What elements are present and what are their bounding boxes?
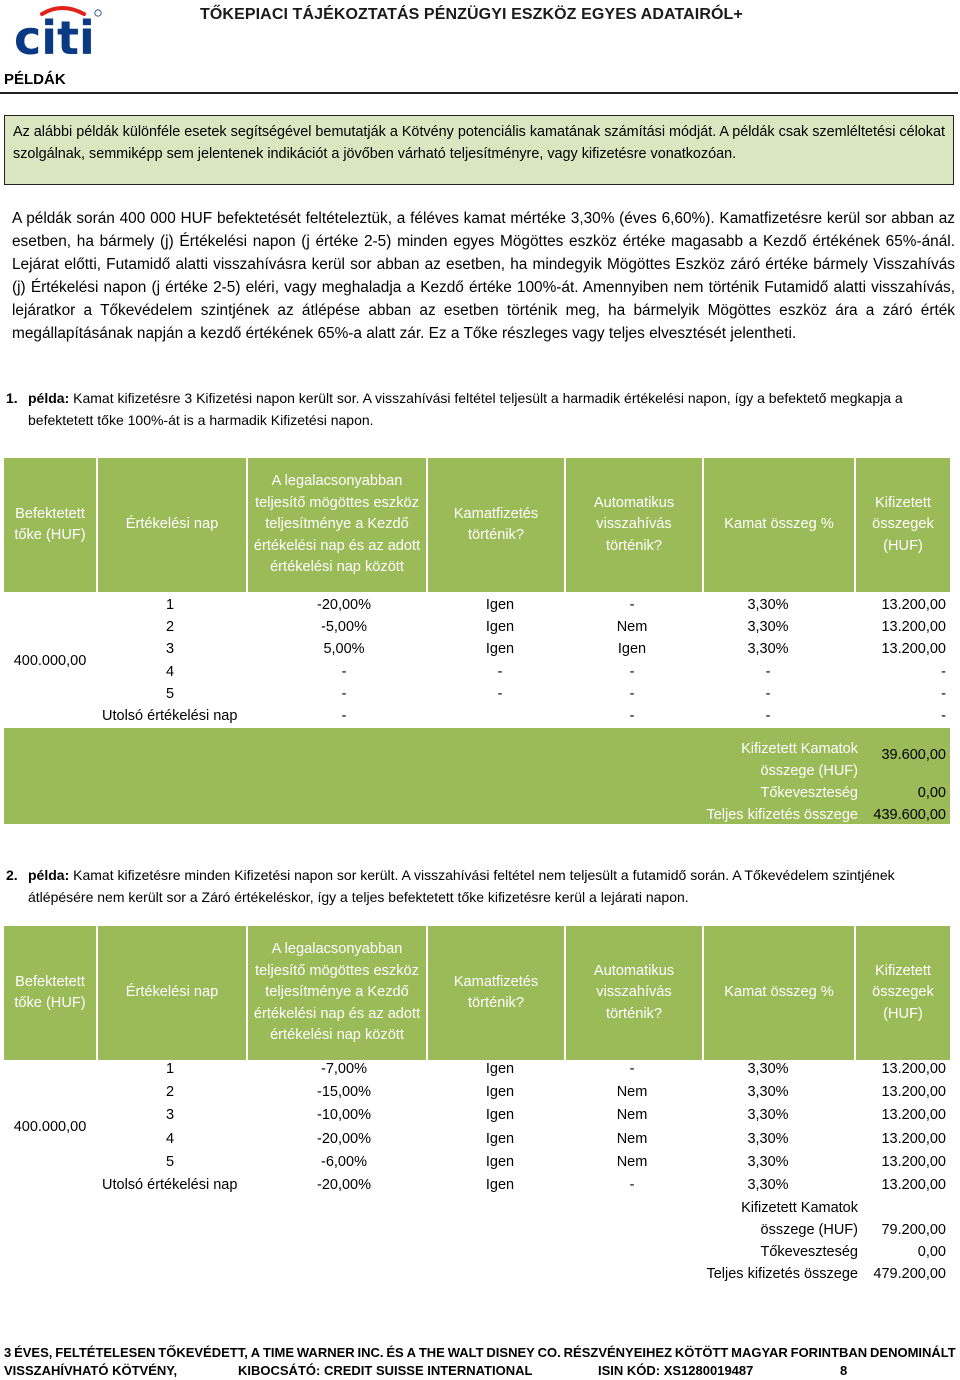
cell-valuation-day: 1 [166, 1061, 175, 1077]
intro-paragraph: A példák során 400 000 HUF befektetését feltételeztük, a féléves kamat mértéke 3,30% (éves 6,60%). Kamatfizetésre kerül sor abban az esetben, ha bármely (j) Értékelési napon (j értéke 2-5) minden egyes Mögöttes eszköz értéke magasabb a Kezdő értékének 65%-ánál. Lejárat előtti, Futamidő alatti visszahívásra kerül sor abban az esetben, ha mindegyik Mögöttes Eszköz záró értéke bármely Visszahívás (j) Értékelési napon (j értéke 2-5) eléri, vagy meghaladja a Kezdő értéke 100%-át. Amennyiben nem történik Futamidő alatti visszahívás, lejáratkor a Tőkevédelem szintjének az átlépése abban az esetben történik meg, ha bármelyik Mögöttes eszköz ára a záró érték megállapításának napján a kezdő értékének 65%-a alatt zár. Ez a Tőke részleges vagy teljes elvesztését jelentheti. [12, 210, 955, 342]
cell-valuation-day: 5 [166, 1153, 175, 1170]
cell-performance: -20,00% [316, 1177, 371, 1193]
cell-interest-paid: Igen [485, 1107, 515, 1124]
col-header-autocall: Automatikus visszahívás történik? [566, 926, 702, 1060]
cell-paid-amount: - [941, 708, 946, 724]
cell-valuation-day: 3 [166, 641, 175, 658]
cell-performance: - [341, 708, 347, 724]
cell-paid-amount: 13.200,00 [881, 619, 946, 636]
footer-word: CO. [537, 1345, 561, 1360]
cell-interest-paid: Igen [485, 1153, 515, 1170]
cell-paid-amount: 13.200,00 [881, 641, 946, 658]
cell-interest-pct: 3,30% [747, 1084, 789, 1101]
cell-autocall: - [629, 1177, 635, 1193]
summary-total-row [706, 1263, 946, 1285]
cell-interest-pct: 3,30% [747, 1130, 789, 1147]
footer-word: A [250, 1345, 261, 1360]
example-label: példa: [28, 390, 70, 406]
summary-loss-row [760, 1241, 946, 1263]
section-title: PÉLDÁK [4, 71, 66, 88]
summary-total-label: Teljes kifizetés összege [706, 1266, 858, 1282]
summary-interest-label-1: Kifizetett Kamatok [741, 1200, 858, 1216]
cell-paid-amount: 13.200,00 [881, 1061, 946, 1077]
citi-logo-icon [12, 4, 104, 58]
cell-interest-paid: Igen [485, 1084, 515, 1101]
footer-issuer: KIBOCSÁTÓ: CREDIT SUISSE INTERNATIONAL [238, 1363, 533, 1378]
cell-autocall: Nem [616, 1153, 648, 1170]
col-header-interest-paid: Kamatfizetés történik? [428, 926, 564, 1060]
cell-interest-pct: 3,30% [747, 1177, 789, 1193]
summary-total-value: 439.600,00 [873, 807, 946, 823]
cell-performance: -6,00% [321, 1153, 367, 1170]
summary-total-label: Teljes kifizetés összege [706, 807, 858, 823]
footer-word: FELTÉTELESEN [55, 1345, 156, 1360]
col-header-interest-pct: Kamat összeg % [704, 458, 854, 592]
page-footer [4, 1344, 956, 1380]
footer-line-2 [4, 1362, 956, 1380]
cell-autocall: - [629, 1061, 635, 1077]
footer-word: WARNER [296, 1345, 355, 1360]
cell-paid-amount: - [941, 663, 946, 680]
cell-performance: -10,00% [316, 1107, 371, 1124]
cell-paid-amount: 13.200,00 [881, 597, 946, 613]
disclaimer-box: Az alábbi példák különféle esetek segítségével bemutatják a Kötvény potenciális kamatának számítási módját. A példák csak szemléltetési célokat szolgálnak, semmiképp sem jelentenek indikációt a jövőben várható teljesítményre, vagy kifizetésre vonatkozóan. [4, 115, 954, 185]
cell-performance: -7,00% [321, 1061, 367, 1077]
col-header-interest-paid: Kamatfizetés történik? [428, 458, 564, 592]
cell-paid-amount: - [941, 685, 946, 702]
cell-performance: -20,00% [316, 597, 371, 613]
example-1-intro [6, 387, 956, 431]
summary-loss-value: 0,00 [917, 785, 946, 801]
cell-valuation-day: 5 [166, 685, 175, 702]
footer-word: FORINTBAN [790, 1345, 868, 1360]
cell-paid-amount: 13.200,00 [881, 1153, 946, 1170]
cell-interest-paid: Igen [485, 1177, 515, 1193]
col-header-autocall: Automatikus visszahívás történik? [566, 458, 702, 592]
logo-text: citi [14, 11, 95, 58]
summary-interest-label-2: összege (HUF) [760, 763, 858, 779]
cell-autocall: Nem [616, 1130, 648, 1147]
cell-autocall: - [629, 708, 635, 724]
cell-autocall: - [629, 685, 635, 702]
cell-performance: 5,00% [323, 641, 365, 658]
cell-autocall: Nem [616, 1084, 648, 1101]
col-header-worst-performance: A legalacsonyabban teljesítő mögöttes eszköz teljesítménye a Kezdő értékelési nap és az adott értékelési nap között [248, 926, 426, 1060]
footer-word: MAGYAR [731, 1345, 788, 1360]
example-2-intro [6, 864, 956, 908]
cell-autocall: - [629, 597, 635, 613]
footer-word: A [406, 1345, 416, 1360]
summary-loss-label: Tőkeveszteség [760, 785, 858, 801]
invested-amount: 400.000,00 [4, 1060, 96, 1194]
cell-interest-pct: 3,30% [747, 641, 789, 658]
footer-word: DISNEY [486, 1345, 535, 1360]
cell-interest-paid: Igen [485, 597, 515, 613]
col-header-paid-amounts: Kifizetett összegek (HUF) [856, 458, 950, 592]
col-header-invested: Befektetett tőke (HUF) [4, 458, 96, 592]
cell-performance: -15,00% [316, 1084, 371, 1101]
summary-interest-value: 79.200,00 [881, 1222, 946, 1238]
summary-interest-row-2 [761, 1219, 947, 1241]
col-header-invested: Befektetett tőke (HUF) [4, 926, 96, 1060]
footer-product: VISSZAHÍVHATÓ KÖTVÉNY, [4, 1363, 178, 1378]
summary-interest-row [741, 1197, 946, 1219]
summary-interest-label-2: összege (HUF) [760, 1222, 858, 1238]
cell-valuation-day: Utolsó értékelési nap [102, 708, 238, 724]
cell-valuation-day: 1 [166, 597, 175, 613]
cell-performance: - [341, 663, 347, 680]
cell-interest-pct: - [765, 685, 771, 702]
footer-word: WALT [447, 1345, 484, 1360]
cell-interest-pct: - [765, 663, 771, 680]
summary-total-row [706, 804, 946, 826]
col-header-valuation-day: Értékelési nap [98, 458, 246, 592]
document-title: TŐKEPIACI TÁJÉKOZTATÁS PÉNZÜGYI ESZKÖZ EGYES ADATAIRÓL+ [200, 6, 743, 23]
cell-autocall: - [629, 663, 635, 680]
example-text-line2: átlépésére nem került sor a Záró értékeléskor, így a teljes befektetett tőke kifizetésre kerül a lejárati napon. [28, 889, 689, 905]
footer-page-number: 8 [840, 1363, 848, 1378]
cell-interest-pct: 3,30% [747, 619, 789, 636]
cell-valuation-day: 3 [166, 1107, 175, 1124]
cell-paid-amount: 13.200,00 [881, 1084, 946, 1101]
summary-loss-value: 0,00 [917, 1244, 946, 1260]
col-header-interest-pct: Kamat összeg % [704, 926, 854, 1060]
cell-interest-paid: Igen [485, 619, 515, 636]
summary-interest-value: 39.600,00 [881, 747, 946, 763]
cell-paid-amount: 13.200,00 [881, 1107, 946, 1124]
cell-interest-paid: Igen [485, 641, 515, 658]
cell-valuation-day: 2 [166, 1084, 175, 1101]
cell-interest-paid: Igen [485, 1130, 515, 1147]
example-label: példa: [28, 867, 70, 883]
cell-interest-paid: - [497, 663, 503, 680]
cell-performance: - [341, 685, 347, 702]
example-number: 1. [6, 390, 18, 406]
cell-performance: -20,00% [316, 1130, 371, 1147]
cell-interest-pct: 3,30% [747, 597, 789, 613]
cell-autocall: Igen [617, 641, 647, 658]
example-text-line1: Kamat kifizetésre minden Kifizetési napon sor került. A visszahívási feltétel nem teljesült a futamidő során. A Tőkevédelem szintjének [73, 867, 895, 883]
footer-word: RÉSZVÉNYEIHEZ [563, 1345, 673, 1360]
footer-line-1 [4, 1344, 956, 1362]
cell-interest-paid: - [497, 685, 503, 702]
cell-interest-pct: 3,30% [747, 1107, 789, 1124]
col-header-paid-amounts: Kifizetett összegek (HUF) [856, 926, 950, 1060]
invested-amount: 400.000,00 [4, 596, 96, 726]
summary-loss-label: Tőkeveszteség [760, 1244, 858, 1260]
cell-valuation-day: Utolsó értékelési nap [102, 1177, 238, 1193]
footer-word: ÉS [386, 1345, 404, 1360]
cell-interest-paid [450, 705, 550, 727]
cell-performance: -5,00% [321, 619, 367, 636]
page-header [0, 0, 960, 96]
cell-interest-pct: 3,30% [747, 1061, 789, 1077]
col-header-worst-performance: A legalacsonyabban teljesítő mögöttes eszköz teljesítménye a Kezdő értékelési nap és az adott értékelési nap között [248, 458, 426, 592]
cell-paid-amount: 13.200,00 [881, 1177, 946, 1193]
header-divider [0, 92, 958, 94]
cell-interest-pct: - [765, 708, 771, 724]
footer-word: TIME [262, 1345, 295, 1360]
cell-valuation-day: 4 [166, 663, 175, 680]
footer-word: ÉVES, [14, 1345, 53, 1360]
summary-interest-row-2 [761, 760, 947, 782]
cell-interest-pct: 3,30% [747, 1153, 789, 1170]
summary-total-value: 479.200,00 [873, 1266, 946, 1282]
summary-interest-label-1: Kifizetett Kamatok [741, 741, 858, 757]
footer-word: KÖTÖTT [674, 1345, 729, 1360]
footer-word: 3 [4, 1345, 12, 1360]
citi-logo [12, 4, 104, 58]
footer-word: THE [418, 1345, 445, 1360]
cell-paid-amount: 13.200,00 [881, 1130, 946, 1147]
footer-word: DENOMINÁLT [870, 1345, 956, 1360]
col-header-valuation-day: Értékelési nap [98, 926, 246, 1060]
footer-word: TŐKEVÉDETT, [158, 1345, 248, 1360]
example-number: 2. [6, 867, 18, 883]
example-text-line1: Kamat kifizetésre 3 Kifizetési napon került sor. A visszahívási feltétel teljesült a harmadik értékelési napon, így a befektető megkapja a [73, 390, 903, 406]
footer-word: INC. [357, 1345, 384, 1360]
example-text-line2: befektetett tőke 100%-át is a harmadik Kifizetési napon. [28, 412, 374, 428]
cell-valuation-day: 4 [166, 1130, 175, 1147]
cell-valuation-day: 2 [166, 619, 175, 636]
summary-loss-row [760, 782, 946, 804]
cell-interest-paid: Igen [485, 1061, 515, 1077]
cell-autocall: Nem [616, 1107, 648, 1124]
footer-isin: ISIN KÓD: XS1280019487 [598, 1363, 754, 1378]
cell-autocall: Nem [616, 619, 648, 636]
